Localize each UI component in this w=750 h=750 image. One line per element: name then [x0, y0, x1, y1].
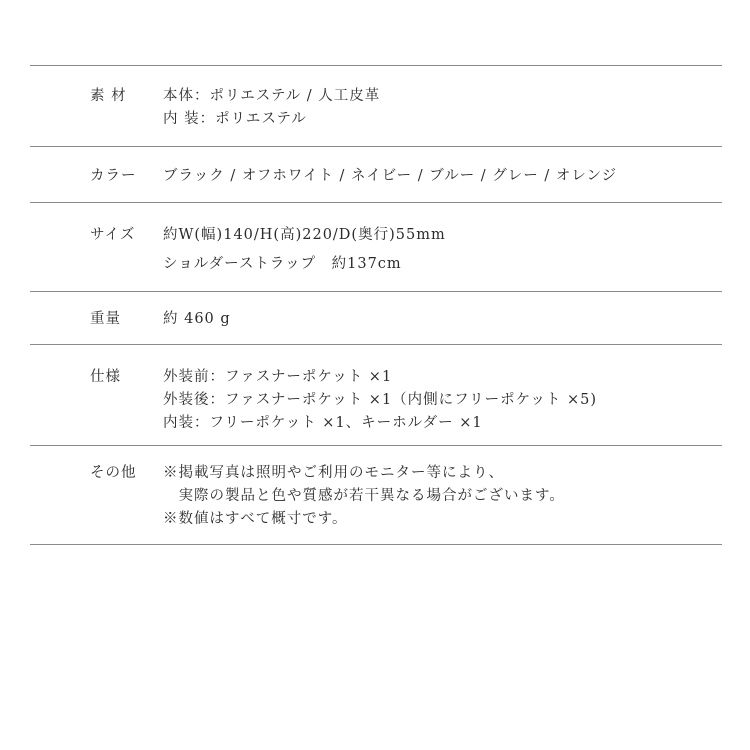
spec-values-weight — [163, 307, 231, 328]
spec-values-size — [163, 223, 446, 281]
spec-label-other: その他 — [90, 465, 137, 481]
spec-row-other — [30, 446, 722, 544]
spec-values-color — [163, 164, 617, 185]
spec-value-line: ショルダーストラップ 約137cm — [163, 256, 402, 272]
spec-row-size — [30, 203, 722, 291]
spec-value-line: 外装後：ファスナーポケット ×1（内側にフリーポケット ×5) — [163, 392, 598, 408]
spec-table — [30, 65, 722, 545]
spec-label-weight: 重量 — [90, 311, 121, 327]
spec-value-line: 実際の製品と色や質感が若干異なる場合がございます。 — [163, 488, 565, 504]
spec-row-material — [30, 66, 722, 146]
spec-value-line: ※掲載写真は照明やご利用のモニター等により、 — [163, 465, 504, 481]
spec-value-line: 内 装：ポリエステル — [163, 111, 307, 127]
spec-row-weight — [30, 292, 722, 344]
spec-value-line: 約W(幅)140/H(高)220/D(奥行)55mm — [163, 227, 446, 243]
divider-bottom — [30, 544, 722, 545]
spec-value-line: ※数値はすべて概寸です。 — [163, 511, 348, 527]
spec-label-material: 素 材 — [90, 88, 127, 104]
spec-values-features — [163, 365, 597, 434]
spec-values-other — [163, 461, 565, 530]
spec-row-features — [30, 345, 722, 445]
spec-value-line: 内装：フリーポケット ×1、キーホルダー ×1 — [163, 415, 483, 431]
spec-value-line: 外装前：ファスナーポケット ×1 — [163, 369, 393, 385]
spec-row-color — [30, 147, 722, 202]
spec-value-line: 本体：ポリエステル / 人工皮革 — [163, 88, 381, 104]
spec-value-line: 約 460 g — [163, 311, 231, 327]
spec-label-color: カラー — [90, 168, 137, 184]
spec-label-size: サイズ — [90, 227, 136, 243]
spec-value-line: ブラック / オフホワイト / ネイビー / ブルー / グレー / オレンジ — [163, 168, 618, 184]
spec-values-material — [163, 84, 380, 130]
spec-label-features: 仕様 — [90, 369, 121, 385]
